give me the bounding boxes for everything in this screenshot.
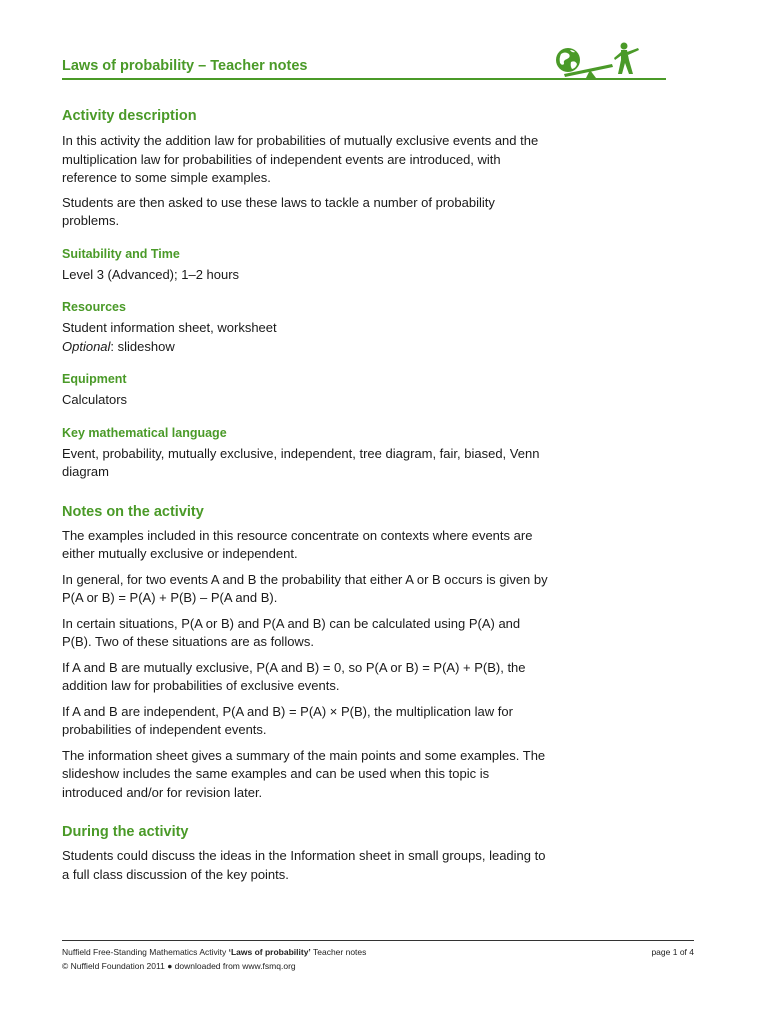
activity-description-section (62, 108, 552, 231)
resources-heading: Resources (62, 300, 126, 314)
footer-suffix: Teacher notes (310, 947, 367, 957)
suitability-section (62, 247, 552, 285)
resources-section (62, 300, 552, 356)
footer-line-1 (62, 945, 366, 959)
suitability-text: Level 3 (Advanced); 1–2 hours (62, 266, 240, 282)
notes-paragraph: The information sheet gives a summary of the main points and some examples. The slideshow includes the same examples and can be used when this topic is introduced and/or for revision later. (62, 747, 546, 800)
page-number: page 1 of 4 (651, 947, 694, 957)
activity-description-heading: Activity description (62, 108, 197, 124)
notes-section (62, 504, 552, 803)
activity-paragraph: In this activity the addition law for probabilities of mutually exclusive events and the multiplication law for probabilities of independent events are introduced, with reference to some simple examples. (62, 133, 539, 185)
notes-paragraph: In certain situations, P(A or B) and P(A and B) can be calculated using P(A) and P(B). Two of these situations are as follows. (62, 615, 521, 649)
during-activity-section (62, 824, 552, 884)
main-content (62, 106, 552, 884)
equipment-section (62, 372, 552, 410)
footer-prefix: Nuffield Free-Standing Mathematics Activity (62, 947, 229, 957)
footer-credits (62, 945, 366, 973)
notes-paragraph: If A and B are independent, P(A and B) = P(A) × P(B), the multiplication law for probabilities of independent events. (62, 703, 513, 737)
footer-line-2: © Nuffield Foundation 2011 ● downloaded from www.fsmq.org (62, 961, 296, 971)
language-section (62, 426, 552, 482)
notes-paragraph: If A and B are mutually exclusive, P(A and B) = 0, so P(A or B) = P(A) + P(B), the addition law for probabilities of exclusive events. (62, 659, 526, 693)
language-text: Event, probability, mutually exclusive, independent, tree diagram, fair, biased, Venn diagram (62, 445, 540, 479)
notes-paragraph: In general, for two events A and B the probability that either A or B occurs is given by P(A or B) = P(A) + P(B) – P(A and B). (62, 571, 548, 605)
equipment-text: Calculators (62, 392, 128, 407)
document-title: Laws of probability – Teacher notes (62, 58, 308, 74)
notes-heading: Notes on the activity (62, 503, 204, 520)
footer-activity-name: ‘Laws of probability’ (228, 947, 311, 957)
equipment-heading: Equipment (62, 372, 127, 386)
header-divider (62, 78, 666, 80)
resources-optional-line (62, 338, 552, 357)
optional-text: : slideshow (110, 338, 175, 354)
during-activity-heading: During the activity (62, 824, 189, 840)
during-activity-text: Students could discuss the ideas in the Information sheet in small groups, leading to a full class discussion of the key points. (62, 848, 546, 882)
footer-divider (62, 940, 694, 941)
suitability-heading: Suitability and Time (62, 246, 180, 261)
page-header (62, 40, 666, 80)
resources-line: Student information sheet, worksheet (62, 320, 277, 335)
activity-paragraph: Students are then asked to use these laws to tackle a number of probability problems. (62, 194, 495, 228)
notes-paragraph: The examples included in this resource concentrate on contexts where events are either mutually exclusive or independent. (62, 527, 533, 561)
language-heading: Key mathematical language (62, 425, 227, 440)
optional-label: Optional (62, 338, 111, 354)
globe-seesaw-figure-logo (554, 40, 644, 80)
